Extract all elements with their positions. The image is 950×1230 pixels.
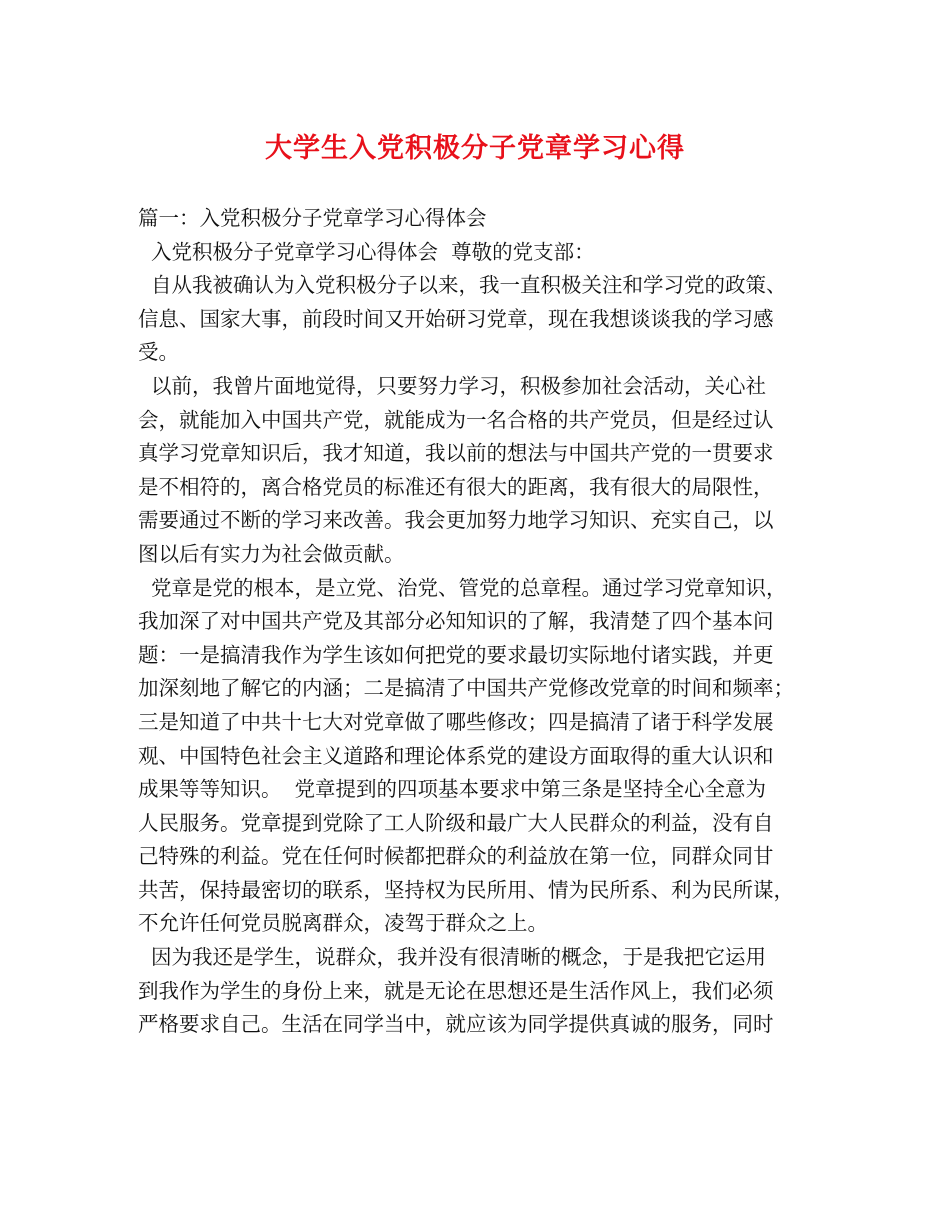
text-line: 以前，我曾片面地觉得，只要努力学习，积极参加社会活动，关心社 [138, 373, 767, 398]
text-line: 共苦，保持最密切的联系，坚持权为民所用、情为民所系、利为民所谋， [138, 877, 794, 902]
text-line: 我加深了对中国共产党及其部分必知知识的了解，我清楚了四个基本问 [138, 609, 774, 634]
text-line: 信息、国家大事，前段时间又开始研习党章，现在我想谈谈我的学习感 [138, 306, 774, 331]
text-line: 自从我被确认为入党积极分子以来，我一直积极关注和学习党的政策、 [138, 273, 787, 298]
text-line: 三是知道了中共十七大对党章做了哪些修改；四是搞清了诸于科学发展 [138, 709, 774, 734]
text-line: 受。 [138, 340, 179, 365]
text-line: 加深刻地了解它的内涵；二是搞清了中国共产党修改党章的时间和频率； [138, 676, 794, 701]
text-line: 需要通过不断的学习来改善。我会更加努力地学习知识、充实自己，以 [138, 508, 774, 533]
text-line: 人民服务。党章提到党除了工人阶级和最广大人民群众的利益，没有自 [138, 810, 774, 835]
text-line: 到我作为学生的身份上来，就是无论在思想还是生活作风上，我们必须 [138, 978, 774, 1003]
text-line: 会，就能加入中国共产党，就能成为一名合格的共产党员，但是经过认 [138, 407, 774, 432]
text-line: 成果等等知识。 党章提到的四项基本要求中第三条是坚持全心全意为 [138, 777, 767, 802]
text-line: 篇一：入党积极分子党章学习心得体会 [138, 206, 487, 230]
text-line: 真学习党章知识后，我才知道，我以前的想法与中国共产党的一贯要求 [138, 441, 774, 466]
text-line: 党章是党的根本，是立党、治党、管党的总章程。通过学习党章知识， [138, 575, 787, 600]
text-line: 不允许任何党员脱离群众，凌驾于群众之上。 [138, 911, 548, 936]
text-line: 图以后有实力为社会做贡献。 [138, 541, 405, 566]
text-line: 严格要求自己。生活在同学当中，就应该为同学提供真诚的服务，同时 [138, 1012, 774, 1037]
text-line: 己特殊的利益。党在任何时候都把群众的利益放在第一位，同群众同甘 [138, 844, 774, 869]
document-body [138, 202, 828, 1042]
document-title: 大学生入党积极分子党章学习心得 [265, 133, 685, 164]
text-line: 因为我还是学生，说群众，我并没有很清晰的概念，于是我把它运用 [138, 945, 767, 970]
text-line: 题：一是搞清我作为学生该如何把党的要求最切实际地付诸实践，并更 [138, 642, 774, 667]
text-line: 入党积极分子党章学习心得体会 尊敬的党支部： [138, 239, 595, 264]
text-line: 是不相符的，离合格党员的标准还有很大的距离，我有很大的局限性， [138, 474, 774, 499]
text-line: 观、中国特色社会主义道路和理论体系党的建设方面取得的重大认识和 [138, 743, 774, 768]
